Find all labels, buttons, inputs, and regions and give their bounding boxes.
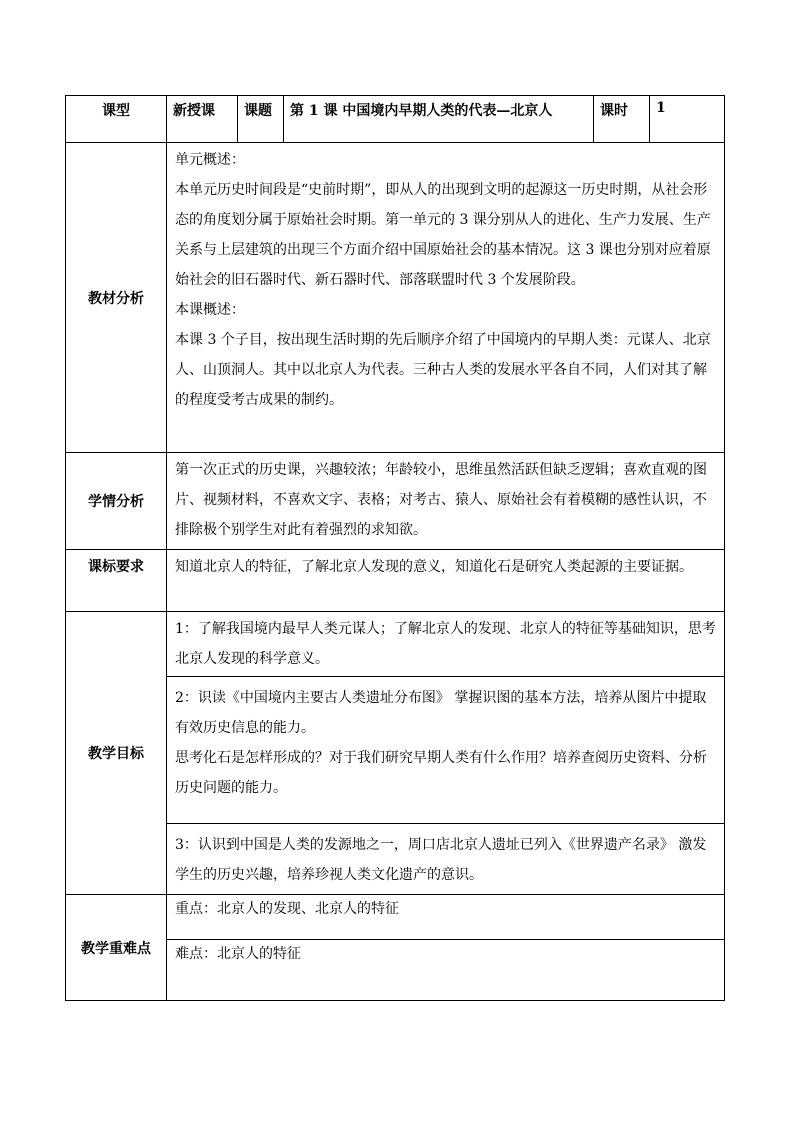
lesson-text: 本课 3 个子目，按出现生活时期的先后顺序介绍了中国境内的早期人类：元谋人、北京人、山顶洞人。其中以北京人为代表。三种古人类的发展水平各自不同，人们对其了解的程度受考古成果的制约。 <box>175 332 711 408</box>
topic-label: 课题 <box>238 96 284 143</box>
key-point <box>167 895 724 940</box>
textbook-analysis-content <box>167 143 725 453</box>
hard-point <box>167 940 724 1000</box>
goals-label: 教学目标 <box>66 612 167 895</box>
unit-text: 本单元历史时间段是“史前时期”，即从人的出现到文明的起源这一历史时期，从社会形态的角度划分属于原始社会时期。第一单元的 3 课分别从人的进化、生产力发展、生产关系与上层建筑的出现三个方面介绍中国原始社会的基本情况。这 3 课也分别对应着原始社会的旧石器时代、新石器时代、部落联盟时代 3 个发展阶段。 <box>175 182 711 288</box>
student-analysis-label: 学情分析 <box>66 453 167 550</box>
goal-3-text: 3：认识到中国是人类的发源地之一，周口店北京人遗址已列入《世界遗产名录》 激发学生的历史兴趣，培养珍视人类文化遗产的意识。 <box>175 837 707 883</box>
student-analysis-content <box>167 453 725 550</box>
difficulties-content <box>167 895 725 1001</box>
student-analysis-row <box>66 453 725 550</box>
difficulties-row <box>66 895 725 1001</box>
standards-text: 知道北京人的特征，了解北京人发现的意义，知道化石是研究人类起源的主要证据。 <box>175 559 693 575</box>
lesson-plan-table <box>65 95 725 1001</box>
goal-1-text: 1：了解我国境内最早人类元谋人；了解北京人的发现、北京人的特征等基础知识，思考北京人发现的科学意义。 <box>175 621 716 667</box>
standards-label: 课标要求 <box>66 550 167 612</box>
goal-2-text-b: 思考化石是怎样形成的？对于我们研究早期人类有什么作用？培养查阅历史资料、分析历史问题的能力。 <box>175 750 707 796</box>
header-row <box>66 96 725 143</box>
goals-row <box>66 612 725 895</box>
student-analysis-text: 第一次正式的历史课，兴趣较浓；年龄较小，思维虽然活跃但缺乏逻辑；喜欢直观的图片、视频材料，不喜欢文字、表格；对考古、猿人、原始社会有着模糊的感性认识，不排除极个别学生对此有着强烈的求知欲。 <box>175 462 707 538</box>
hard-point-text: 难点：北京人的特征 <box>175 946 301 962</box>
standards-content <box>167 550 725 612</box>
unit-heading: 单元概述： <box>175 152 245 168</box>
goal-2-text-a: 2：识读《中国境内主要古人类遗址分布图》 掌握识图的基本方法，培养从图片中提取有效历史信息的能力。 <box>175 690 707 736</box>
standards-row <box>66 550 725 612</box>
textbook-analysis-row <box>66 143 725 453</box>
goal-1 <box>167 612 724 677</box>
goal-2 <box>167 677 724 824</box>
type-value: 新授课 <box>167 96 238 143</box>
textbook-analysis-label: 教材分析 <box>66 143 167 453</box>
goals-content <box>167 612 725 895</box>
hours-label: 课时 <box>594 96 650 143</box>
goal-3 <box>167 824 724 894</box>
topic-value: 第 1 课 中国境内早期人类的代表—北京人 <box>284 96 594 143</box>
key-point-text: 重点：北京人的发现、北京人的特征 <box>175 901 399 917</box>
lesson-heading: 本课概述： <box>175 302 245 318</box>
type-label: 课型 <box>66 96 167 143</box>
difficulties-label: 教学重难点 <box>66 895 167 1001</box>
hours-value: 1 <box>650 96 725 143</box>
